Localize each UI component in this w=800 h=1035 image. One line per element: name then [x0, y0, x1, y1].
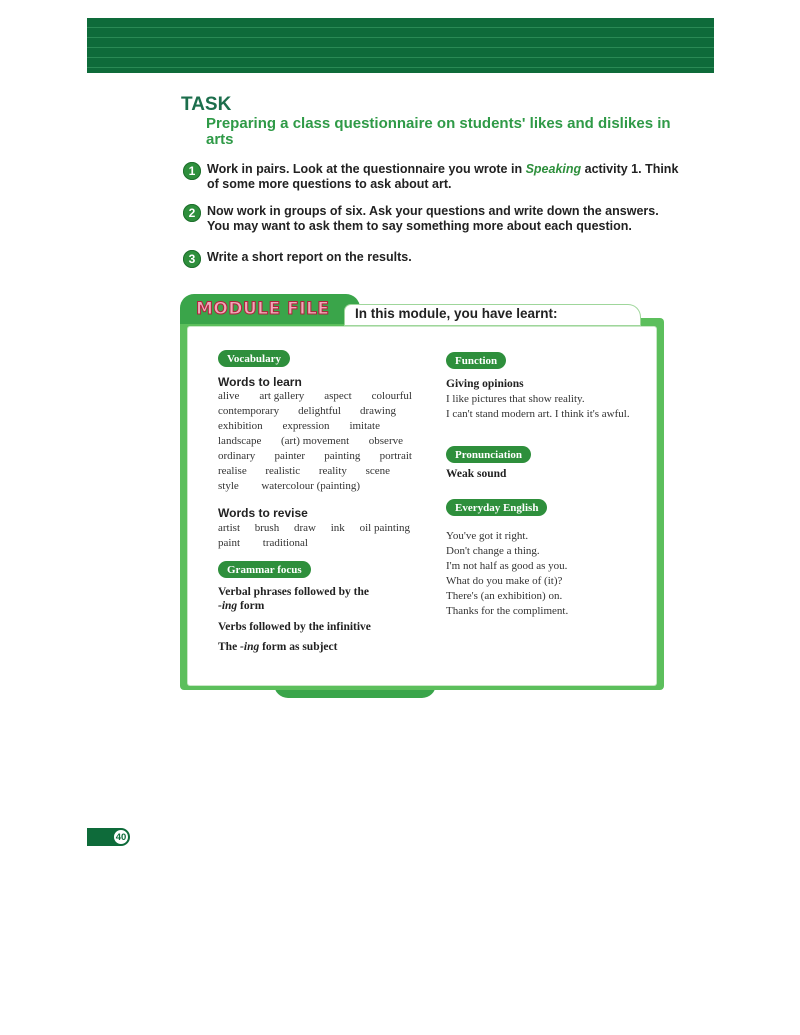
grammar-item: Verbal phrases followed by the — [218, 586, 369, 598]
everyday-line: I'm not half as good as you. — [446, 560, 568, 572]
function-heading: Giving opinions — [446, 378, 524, 390]
function-badge: Function — [446, 352, 506, 369]
grammar-item: Verbs followed by the infinitive — [218, 621, 371, 633]
word-row: landscape (art) movement observe — [218, 435, 403, 447]
step-number-badge: 3 — [183, 250, 201, 268]
word-row: artist brush draw ink oil painting — [218, 522, 410, 534]
page-number: 40 — [113, 829, 129, 845]
word-row: style watercolour (painting) — [218, 480, 360, 492]
word-row: ordinary painter painting portrait — [218, 450, 412, 462]
step-number-badge: 2 — [183, 204, 201, 222]
module-file-title-tab — [180, 294, 360, 324]
everyday-line: What do you make of (it)? — [446, 575, 563, 587]
words-to-learn-heading: Words to learn — [218, 375, 302, 389]
module-file-title: MODULE FILE — [196, 299, 330, 319]
grammar-item: -ing form — [218, 600, 265, 612]
vocabulary-badge: Vocabulary — [218, 350, 290, 367]
everyday-line: There's (an exhibition) on. — [446, 590, 563, 602]
everyday-line: Thanks for the compliment. — [446, 605, 569, 617]
function-line: I like pictures that show reality. — [446, 393, 585, 405]
grammar-focus-badge: Grammar focus — [218, 561, 311, 578]
step-text: Write a short report on the results. — [207, 250, 412, 264]
step-text: Work in pairs. Look at the questionnaire you wrote in Speaking activity 1. Think of some more questions to ask about art. — [207, 162, 679, 191]
learnt-label: In this module, you have learnt: — [355, 306, 558, 321]
pronunciation-heading: Weak sound — [446, 468, 507, 480]
word-row: paint traditional — [218, 537, 308, 549]
task-subtitle: Preparing a class questionnaire on students' likes and dislikes in arts — [206, 115, 671, 148]
task-step-3 — [183, 250, 683, 268]
task-step-1 — [183, 162, 683, 192]
everyday-english-badge: Everyday English — [446, 499, 547, 516]
word-row: contemporary delightful drawing — [218, 405, 396, 417]
pronunciation-badge: Pronunciation — [446, 446, 531, 463]
task-step-2 — [183, 204, 683, 234]
words-to-revise-heading: Words to revise — [218, 506, 308, 520]
task-heading: TASK — [181, 94, 232, 115]
step-text: Now work in groups of six. Ask your questions and write down the answers. You may want to ask them to say something more about each question. — [207, 204, 659, 233]
everyday-line: Don't change a thing. — [446, 545, 540, 557]
word-row: realise realistic reality scene — [218, 465, 390, 477]
header-band — [87, 18, 714, 73]
word-row: exhibition expression imitate — [218, 420, 380, 432]
word-row: alive art gallery aspect colourful — [218, 390, 412, 402]
function-line: I can't stand modern art. I think it's awful. — [446, 408, 630, 420]
step-number-badge: 1 — [183, 162, 201, 180]
grammar-item: The -ing form as subject — [218, 641, 338, 653]
everyday-line: You've got it right. — [446, 530, 529, 542]
